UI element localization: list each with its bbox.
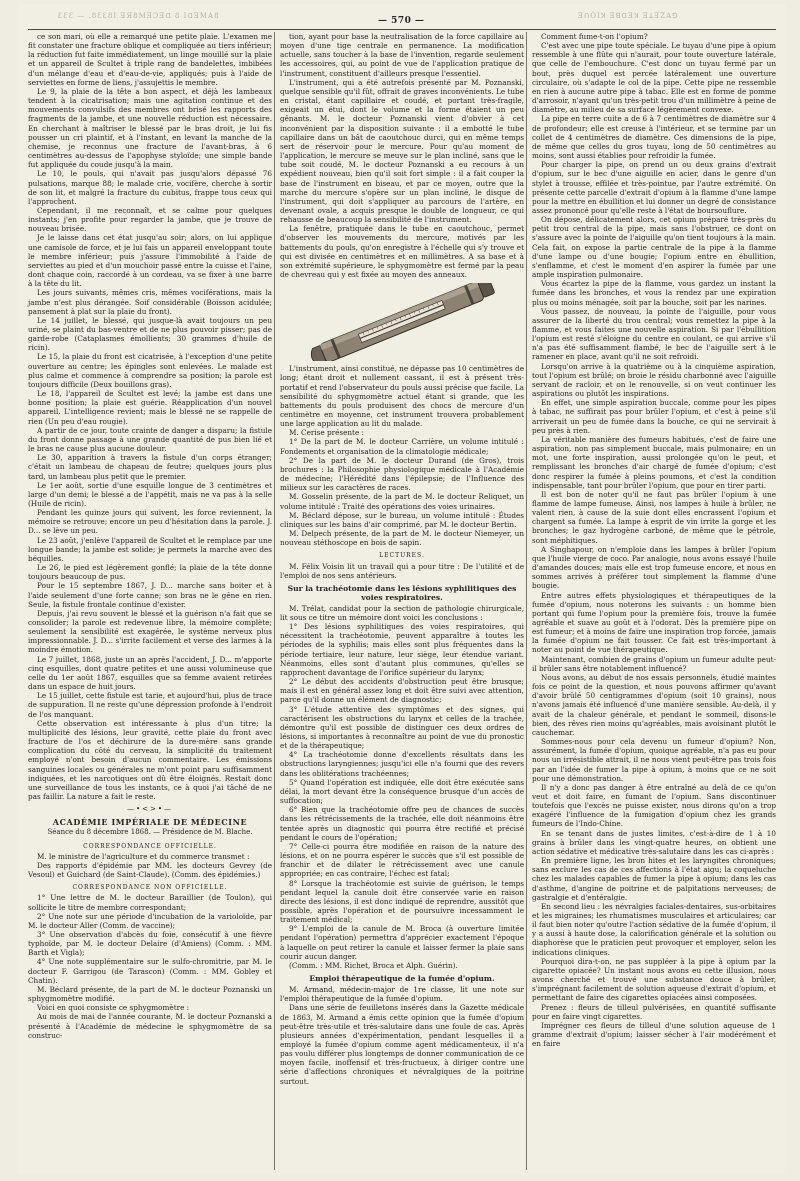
paragraph: Les jours suivants, mêmes cris, mêmes vociférations, mais la jambe n'est plus dérangée. Soif considérable (Boisson acidulée; pansement à plat sur la plaie du front). xyxy=(28,288,272,316)
paragraph: Comment fume-t-on l'opium? xyxy=(541,32,648,41)
paragraph: Le 15 juillet, cette fistule est tarie, et aujourd'hui, plus de trace de suppuration. Il ne reste qu'une dépression profonde à l'endroit de l'os manquant. xyxy=(28,691,272,719)
paragraph: M. Béclard dépose, sur le bureau, un volume intitulé : Études cliniques sur les bains d'air comprimé, par M. le docteur Bertin. xyxy=(280,510,524,529)
session-line: Séance du 8 décembre 1868. — Présidence de M. Blache. xyxy=(47,828,253,837)
unofficial-correspondence-heading: CORRESPONDANCE NON OFFICIELLE. xyxy=(72,884,228,892)
paragraph: 9° L'emploi de la canule de M. Broca (à ouverture limitée pendant l'opération) permettra d'apprécier exactement l'époque à laquelle on peut retirer la canule et laisser fermer la plaie sans courir aucun danger. xyxy=(280,924,524,961)
paragraph: 2° Le début des accidents d'obstruction peut être brusque; mais il est en général assez long et doit être suivi avec attention, parce qu'il donne un élément de diagnostic; xyxy=(280,677,524,705)
paragraph: M. Delpech présente, de la part de M. le docteur Niemeyer, un nouveau stéthoscope en bois de sapin. xyxy=(280,529,524,548)
paragraph: Vous passez, de nouveau, la pointe de l'aiguille, pour vous assurer de la liberté du trou central; vous remettez la pipe à la flamme, et vous faites une nouvelle aspiration. Si par l'ébullition l'opium est resté s'éloigne du centre en coulant, ce qui arrive s'il n'a pas été suffisamment flambé, le bec de l'aiguille sert à le ramener en place, avant qu'il ne soit refroidi. xyxy=(532,306,776,362)
paragraph: 7° Celle-ci pourra être modifiée en raison de la nature des lésions, et on ne pourra espérer le succès que s'il est possible de franchir et de dilater le rétrécissement avec une canule appropriée; en cas contraire, l'échec est fatal; xyxy=(280,841,524,879)
paragraph: M. Gosselin présente, de la part de M. le docteur Reliquet, un volume intitulé : Traité des opérations des voies urinaires. xyxy=(280,492,524,511)
paragraph: Il n'y a donc pas danger à être entraîné au delà de ce qu'on veut et doit faire, en fumant de l'opium. Sans discontinuer toutefois que l'excès ne puisse exister, nous dirons qu'on a trop exagéré l'influence de la fumigation d'opium chez les grands fumeurs de l'Indo-Chine. xyxy=(532,782,776,829)
paragraph: Le 15, la plaie du front est cicatrisée, à l'exception d'une petite ouverture au centre; les épingles sont enlevées. Le malade est plus calme et commence à comprendre sa position; la parole est toujours difficile (Deux bouillons gras). xyxy=(28,352,272,389)
bleed-through-text-left: ƐƐƐ — .8ƐƐ8I ƎЯ8MƎƆƎᗡ 8 IᗡƎMA8 xyxy=(58,12,220,20)
paragraph: Pour charger la pipe, on prend un ou deux grains d'extrait d'opium, sur le bec d'une aiguille en acier, dans le genre d'un stylet à trousse, effilée et très-pointue, par l'autre extrémité. On présente cette parcelle d'extrait d'opium à la flamme d'une lampe pour la mettre en ébullition et lui donner un degré de consistance assez prononcé pour qu'elle reste à l'état de boursouflure. xyxy=(532,160,776,215)
paragraph: Cependant, il me reconnaît, et se calme pour quelques instants; j'en profite pour regarder la jambe, que je trouve de nouveau brisée. xyxy=(28,205,272,234)
paragraph: Le 10, le pouls, qui n'avait pas jusqu'alors dépassé 76 pulsations, marque 88; le malade crie, vocifère, cherche à sortir de son lit, et malgré la fracture du cubitus, frappe tous ceux qui l'approchent. xyxy=(28,169,272,206)
paragraph: La pipe en terre cuite a de 6 à 7 centimètres de diamètre sur 4 de profondeur; elle est creuse à l'intérieur, et se termine par un collet de 4 centimètres de diamètre. Ces dimensions de la pipe, de même que celles du gros tuyau, long de 50 centimètres au moins, sont aussi établies pour refroidir la fumée. xyxy=(532,114,776,161)
paragraph: En première ligne, les bron hites et les laryngites chroniques; sans exclure les cas de ces affections à l'état aigu; la coqueluche chez les malades capables de fumer la pipe à opium; dans les cas d'asthme, d'angine de poitrine et de palpitations nerveuses; de gastralgie et d'entéralgie. xyxy=(532,856,776,902)
paragraph: Pendant les quinze jours qui suivent, les force reviennent, la mémoire se retrouve; encore un peu d'hésitation dans la parole. J. D... se lève un peu. xyxy=(28,508,272,536)
paragraph: On dépose, délicatement alors, cet opium préparé très-près du petit trou central de la pipe, mais sans l'obstruer, ce dont on s'assure avec la pointe de l'aiguille qu'on tient toujours à la main. Cela fait, on expose la partie centrale de la pipe à la flamme d'une lampe ou d'une bougie; l'opium entre en ébullition, s'enflamme, et c'est le moment d'en aspirer la fumée par une ample inspiration pulmonaire. xyxy=(532,215,776,280)
paragraph: 1° Des lésions syphilitiques des voies respiratoires, qui nécessitent la trachéotomie, peuvent apparaître à toutes les périodes de la syphilis; mais elles sont plus fréquentes dans la période tertiaire, leur nature, leur siège, leur étendue variant. Néanmoins, elles sont d'autant plus communes, qu'elles se rapprochent davantage de l'orifice supérieur du larynx; xyxy=(280,622,524,677)
paragraph: Des rapports d'épidémie par MM. les docteurs Gevrey (de Vesoul) et Guichard (de Saint-Claude). (Comm. des épidémies.) xyxy=(28,860,272,880)
bleed-through-text-right: ƎꓵÒIꓘ ƎꓭᗡƎꓘ ƎꓕƎZAꓨ xyxy=(578,12,679,20)
column-2 xyxy=(280,32,524,1086)
paragraph: (Comm. : MM. Richet, Broca et Alph. Guérin). xyxy=(289,960,458,970)
paragraph: M. le ministre de l'agriculture et du commerce transmet : xyxy=(37,851,250,861)
column-divider xyxy=(274,32,275,1170)
paragraph: Le 1er août, sortie d'une esquille longue de 3 centimètres et large d'un demi; le blessé a de l'appétit, mais ne va pas à la selle (Huile de ricin). xyxy=(28,480,272,508)
paragraph: M. Trélat, candidat pour la section de pathologie chirurgicale, lit sous ce titre un mémoire dont voici les conclusions : xyxy=(280,603,524,622)
paragraph: Le 9, la plaie de la tête a bon aspect, et déjà les lambeaux tendent à la cicatrisation; mais une agitation continue et des mouvements convulsifs des membres ont brisé les rapports des fragments de la jambe, et une nouvelle réduction est nécessaire. En cherchant à maîtriser le blessé par le bras droit, je lui fis pousser un cri plaintif, et à l'instant, en levant la manche de la chemise, je reconnus une fracture de l'avant-bras, à 6 centimètres au-dessus de l'apophyse styloïde; une simple bande fut appliquée du coude jusqu'à la main. xyxy=(28,86,272,170)
paragraph: Depuis, j'ai revu souvent le blessé et la guérison n'a fait que se consolider; la parole est redevenue libre, la mémoire complète; seulement la sensibilité est exagérée, le système nerveux plus impressionnable. J. D... s'irrite facilement et verse des larmes à la moindre émotion. xyxy=(28,608,272,655)
column-1 xyxy=(28,32,272,1040)
paragraph: Prenez : fleurs de tilleul pulvérisées, en quantité suffisante pour en faire vingt cigarettes. xyxy=(532,1002,776,1021)
paragraph: 4° La trachéotomie donne d'excellents résultats dans les obstructions laryngiennes; jusqu'ici elle n'a fourni que des revers dans les oblitérations trachéennes; xyxy=(280,750,524,778)
paragraph: L'instrument, qui a été autrefois présenté par M. Poznanski, quelque sensible qu'il fût, offrait de graves inconvénients. Le tube en cristal, étant capillaire et coudé, et portant très-fragile, exigeait un étui, dont le volume et la forme étaient un peu gênants. M. le docteur Poznanski vient d'obvier à cet inconvénient par la disposition suivante : il a embotté le tube capillaire dans un bât de caoutchouc durci, qui en même temps sert de réservoir pour le mercure. Pour qu'au moment de l'application, le mercure se meuve sur le plan incliné, sans que le tube soit coudé, M. le docteur Poznanski a eu recours à un expédient nouveau, bien qu'il soit fort simple : il a fait couper la base de l'instrument en biseau, et par ce moyen, outre que la marche du mercure s'opère sur un plan incliné, le disque de l'instrument, qui doit s'appliquer au parcours de l'artère, en devenant ovale, a acquis presque le double de longueur, ce qui rehausse de beaucoup la sensibilité de l'instrument. xyxy=(280,77,524,225)
column-divider xyxy=(526,32,527,1170)
paragraph: Pourquoi dira-t-on, ne pas suppléer à la pipe à opium par la cigarette opiacée? Un instant nous avons eu cette illusion, nous avons cherché et trouvé une substance douce à brûler, s'imprégnant facilement de solution aqueuse d'extrait d'opium, et permettant de faire des cigarettes opiacées ainsi composées. xyxy=(532,956,776,1003)
paragraph: Voici en quoi consiste ce sphygmomètre : xyxy=(37,1003,190,1013)
paragraph: Le 14 juillet, le blessé, qui jusque-là avait toujours un peu uriné, se plaint du bas-ventre et de ne plus pouvoir pisser; pas de garde-robe (Cataplasmes émollients; 30 grammes d'huile de ricin). xyxy=(28,315,272,353)
paragraph: M. Cerise présente : xyxy=(289,428,364,438)
paragraph: En effet, une simple aspiration buccale, comme pour les pipes à tabac, ne suffirait pas pour brûler l'opium, et c'est à peine s'il arriverait un peu de fumée dans la bouche, ce qui ne servirait à peu près à rien. xyxy=(532,398,776,435)
paragraph: M. Armand, médecin-major de 1re classe, lit une note sur l'emploi thérapeutique de la fumée d'opium. xyxy=(280,985,524,1004)
paragraph: En second lieu : les névralgies faciales-dentaires, sus-orbitaires et les migraines; les rhumatismes musculaires et articulaires; car il faut bien noter qu'outre l'action sédative de la fumée d'opium, il y a aussi à haute dose, la calorification générale et la solution ou diaphorèse que le praticien peut provoquer et employer, selon les indications cliniques. xyxy=(532,901,776,957)
paragraph: Au mois de mai de l'année courante, M. le docteur Poznanski a présenté à l'Académie de médecine le sphygmomètre de sa construc- xyxy=(28,1012,272,1040)
column-3 xyxy=(532,32,776,1048)
paragraph: A Singhapour, on n'emploie dans les lampes à brûler l'opium que l'huile vierge de coco. Par analogie, nous avons essayé l'huile d'amandes douces; mais elle est trop fumeuse encore, et nous en sommes arrivés à préférer tout simplement la flamme d'une bougie. xyxy=(532,544,776,591)
official-correspondence-heading: CORRESPONDANCE OFFICIELLE. xyxy=(83,842,217,850)
paragraph: La fenêtre, pratiquée dans le tube en caoutchouc, permet d'observer les mouvements du mercure, motivés par les battements du pouls, qu'on enregistre à l'échelle qui s'y trouve et qui est divisée en centimètres et en millimètres. A sa base et à son extrémité supérieure, le sphygmomètre est fermé par la peau de chevreau qui y est fixée au moyen des anneaux. xyxy=(280,224,524,280)
paragraph: Dans une série de feuilletons insérés dans la Gazette médicale de 1863, M. Armand a émis cette opinion que la fumée d'opium peut-être très-utile et très-salutaire dans une foule de cas. Après plusieurs années d'expérimentation, pendant lesquelles il a employé la fumée d'opium comme agent médicamenteux, il n'a pas voulu différer plus longtemps de donner communication de ce moyen facile, inoffensif et très-fructueux, à diriger contre une série d'affections chroniques et névralgiques de la poitrine surtout. xyxy=(280,1003,524,1086)
paragraph: 2° Une note sur une période d'incubation de la varioloïde, par M. le docteur Aller (Comm. de vaccine); xyxy=(28,911,272,930)
paragraph: Le 26, le pied est légèrement gonflé; la plaie de la tête donne toujours beaucoup de pus. xyxy=(28,563,272,582)
paragraph: 5° Quand l'opération est indiquée, elle doit être exécutée sans délai, la mort devant être la conséquence brusque d'un accès de suffocation; xyxy=(280,777,524,806)
paragraph: Pour le 15 septembre 1867, J. D... marche sans boiter et à l'aide seulement d'une forte canne; son bras ne le gêne en rien. Seule, la fistule frontale continue d'exister. xyxy=(28,581,272,609)
paragraph: Maintenant, combien de grains d'opium un fumeur adulte peut-il brûler sans être notablement influencé? xyxy=(532,654,776,673)
paragraph: L'instrument, ainsi constitué, ne dépasse pas 10 centimètres de long; étant droit et nullement cassant, il est à présent très-portatif et rend l'observateur du pouls aussi précise que facile. La sensibilité du sphygmomètre actuel étant si grande, que les battements du pouls produisent des chocs de mercure d'un centimètre en moyenne, cet instrument trouvera probablement une large application au lit du malade. xyxy=(280,364,524,429)
paragraph: Le 30, apparition à travers la fistule d'un corps étranger; c'était un lambeau de chapeau de feutre; quelques jours plus tard, un lambeau plus petit que le premier. xyxy=(28,453,272,481)
article-title: Emploi thérapeutique de la fumée d'opium. xyxy=(309,974,495,984)
paragraph: Il est bon de noter qu'il ne faut pas brûler l'opium à une flamme de lampe fumeuse. Ainsi, nos lampes à huile à brûler, ne valent rien, à cause de la suie dont elles encrassent l'opium et chargent sa fumée. La lampe à esprit de vin irrite la gorge et les bronches; le gaz hydrogène carboné, de même que le pétrole, sont méphitiques. xyxy=(532,489,776,545)
paragraph: ce son mari, où elle a remarqué une petite plaie. L'examen me fit constater une fracture oblique et compliquée au tiers inférieur; la réduction fut faite immédiatement, un linge mouillé sur la plaie et un appareil de Scultet à triple rang de bandelettes, imbibées d'un mélange d'eau et d'eau-de-vie, appliqués; puis à l'aide de serviettes en forme de liens, j'assujettis le membre. xyxy=(28,32,272,87)
paragraph: Le 18, l'appareil de Scultet est levé; la jambe est dans une bonne position; la plaie est guérie. Réapplication d'un nouvel appareil. L'intelligence revient; mais le blessé ne se rappelle de rien (Un peu d'eau rougie). xyxy=(28,389,272,426)
paragraph: 3° L'étude attentive des symptômes et des signes, qui caractérisent les obstructions du larynx et celles de la trachée, démontre qu'il est possible de distinguer ces deux ordres de lésions, si importantes à reconnaître au point de vue du pronostic et de la thérapeutique; xyxy=(280,704,524,751)
page-number: — 570 — xyxy=(378,16,425,26)
paragraph: 1° De la part de M. le docteur Carrière, un volume intitulé : Fondements et organisation de la climatologie médicale; xyxy=(280,437,524,456)
article-title: Sur la trachéotomie dans les lésions syphilitiques des voies respiratoires. xyxy=(287,583,517,602)
paragraph: Entre autres effets physiologiques et thérapeutiques de la fumée d'opium, nous noterons les suivants : un homme bien portant qui fume l'opium pour la première fois, trouve la fumée agréable et suave au goût et à l'odorat. Dès la première pipe on est fumeur; et à moins de faire une inspiration trop forcée, jamais la fumée d'opium ne fait tousser. Ce fait est très-important à noter au point de vue thérapeutique. xyxy=(532,590,776,655)
paragraph: 2° De la part de M. le docteur Durand (de Gros), trois brochures : la Philosophie physiologique médicale à l'Académie de médecine; l'Hérédité dans l'épilepsie; de l'Influence des milieux sur les caractères de races. xyxy=(280,455,524,493)
sphygmometer-illustration xyxy=(287,283,517,361)
paragraph: Sommes-nous pour cela devenu un fumeur d'opium? Non, assurément, la fumée d'opium, quoique agréable, n'a pas eu pour nous un irrésistible attrait, il ne nous vient peut-être pas trois fois par an l'idée de fumer la pipe à opium, à moins que ce ne soit pour une démonstration. xyxy=(532,737,776,783)
paragraph: 3° Une observation d'abcès du foie, consécutif à une fièvre typhoïde, par M. le docteur Delaire (d'Amiens) (Comm. : MM. Barth et Vigla); xyxy=(28,930,272,958)
section-ornament: —•<>•— xyxy=(127,805,173,814)
newspaper-page xyxy=(18,4,786,1174)
sphygmometer-drawing xyxy=(287,283,517,361)
paragraph: M. Félix Voisin lit un travail qui a pour titre : De l'utilité et de l'emploi de nos sens antérieurs. xyxy=(280,561,524,580)
paragraph: La véritable manière des fumeurs habitués, c'est de faire une aspiration, non pas simplement buccale, mais pulmonaire; en un mot, une forte inspiration, aussi prolongée qu'on le peut, et remplissant les bronches d'air chargé de fumée d'opium; c'est donc respirer la fumée à pleins poumons, et c'est la condition indispensable, tant pour brûler l'opium, que pour en tirer parti. xyxy=(532,434,776,490)
paragraph: Cette observation est intéressante à plus d'un titre; la multiplicité des lésions, leur gravité, cette plaie du front avec fracture de l'os et déchirure de la dure-mère sans grande complication du côté du cerveau, la simplicité du traitement employé n'ont besoin d'aucun commentaire. Les émissions sanguines locales ou générales ne m'ont point paru suffisamment indiquées, et les narcotiques ont dû être éloignés. Restait donc une surveillance de tous les instants, ce à quoi j'ai tâché de ne pas faillir. La nature a fait le reste. xyxy=(28,718,272,801)
page-header xyxy=(18,10,786,32)
lectures-heading: LECTURES. xyxy=(379,552,425,560)
paragraph: Je le laisse dans cet état jusqu'au soir; alors, on lui applique une camisole de force, et je lui fais un appareil enveloppant toute le membre inférieur; puis j'assure l'immobilité à l'aide de serviettes au pied et d'un mouchoir passé entre la cuisse et l'aine, dont chaque coin, raccordé à un cordeau, va se fixer à une barre à la tête du lit. xyxy=(28,233,272,289)
paragraph: C'est avec une pipe toute spéciale. Le tuyau d'une pipe à opium ressemble à une flûte qui n'aurait, pour toute ouverture latérale, que celle de l'embouchure. C'est donc un tuyau fermé par un bout, près duquel est percée latéralement une ouverture circulaire, où s'adapte le col de la pipe. Cette pipe ne ressemble en rien à aucune autre pipe à tabac. Elle est en forme de pomme d'arrosoir, n'ayant qu'un très-petit trou d'un millimètre à peine de diamètre, au milieu de sa surface légèrement convexe. xyxy=(532,41,776,115)
paragraph: En se tenant dans de justes limites, c'est-à-dire de 1 à 10 grains à brûler dans les vingt-quatre heures, on obtient une action sédative et médicative très-salutaire dans les cas ci-après : xyxy=(532,828,776,856)
paragraph: tion, ayant pour base la neutralisation de la force capillaire au moyen d'une tige centrale en permanence. La modification actuelle, sans toucher à la base de l'invention, regarde seulement les accessoires, qui, au point de vue de l'application pratique de l'instrument, constituent d'ailleurs presque l'essentiel. xyxy=(280,32,524,78)
paragraph: 1° Une lettre de M. le docteur Baraillier (de Toulon), qui sollicite le titre de membre correspondant; xyxy=(28,893,272,912)
paragraph: A partir de ce jour, toute crainte de danger a disparu; la fistule du front donne passage à une grande quantité de pus bien lié et le bras ne cause plus aucune douleur. xyxy=(28,425,272,454)
paragraph: 6° Bien que la trachéotomie offre peu de chances de succès dans les rétrécissements de la trachée, elle doit néanmoins être tentée après un diagnostic qui pourra être rectifié et précisé pendant le cours de l'opération; xyxy=(280,805,524,842)
paragraph: Nous avons, au début de nos essais personnels, étudié maintes fois ce point de la question, et nous pouvons affirmer qu'avant d'avoir brûlé 50 centigrammes d'opium (soit 10 grains), nous n'avons jamais été influencé d'une manière sensible. Au-delà, il y avait de la chaleur générale, et pendant le sommeil, disons-le bien, des rêves rien moins qu'agréables, mais avoisinant plutôt le cauchemar. xyxy=(532,672,776,737)
paragraph: Imprégner ces fleurs de tilleul d'une solution aqueuse de 1 gramme d'extrait d'opium; laisser sécher à l'air modérément et en faire xyxy=(532,1020,776,1049)
paragraph: Lorsqu'on arrive à la quatrième ou à la cinquième aspiration, tout l'opium est brûlé; on broie le résidu charbonné avec l'aiguille servant de racloir, et on le renouvelle, si on veut continuer les aspirations ou plutôt les inspirations. xyxy=(532,361,776,399)
paragraph: 4° Une note supplémentaire sur le sulfo-chromitrie, par M. le docteur F. Garrigou (de Tarascon) (Comm. : MM. Gobley et Chatin). xyxy=(28,957,272,985)
paragraph: M. Béclard présente, de la part de M. le docteur Poznanski un sphygmomètre modifié. xyxy=(28,984,272,1004)
paragraph: 8° Lorsque la trachéotomie est suivie de guérison, le temps pendant lequel la canule doit être conservée varie en raison directe des lésions, il est donc indiqué de reprendre, aussitôt que possible, après l'opération et de poursuivre incessamment le traitement médical; xyxy=(280,878,524,925)
header-rule xyxy=(28,29,776,30)
paragraph: Le 23 août, j'enlève l'appareil de Scultet et le remplace par une longue bande; la jambe est solide; je permets la marche avec des béquilles. xyxy=(28,535,272,563)
paragraph: Vous écartez la pipe de la flamme, vous gardez un instant la fumée dans les bronches, et vous la rendez par une expiration plus ou moins ménagée, soit par la bouche, soit par les narines. xyxy=(532,279,776,307)
paragraph: Le 7 juillet, 1868, juste un an après l'accident, J. D... m'apporte cinq esquilles, dont quatre petites et une aussi volumineuse que celle du 1er août 1867, esquilles que sa femme avaient retirées dans un espace de huit jours. xyxy=(28,654,272,692)
academy-section-title: ACADÉMIE IMPÉRIALE DE MÉDECINE xyxy=(52,817,248,828)
